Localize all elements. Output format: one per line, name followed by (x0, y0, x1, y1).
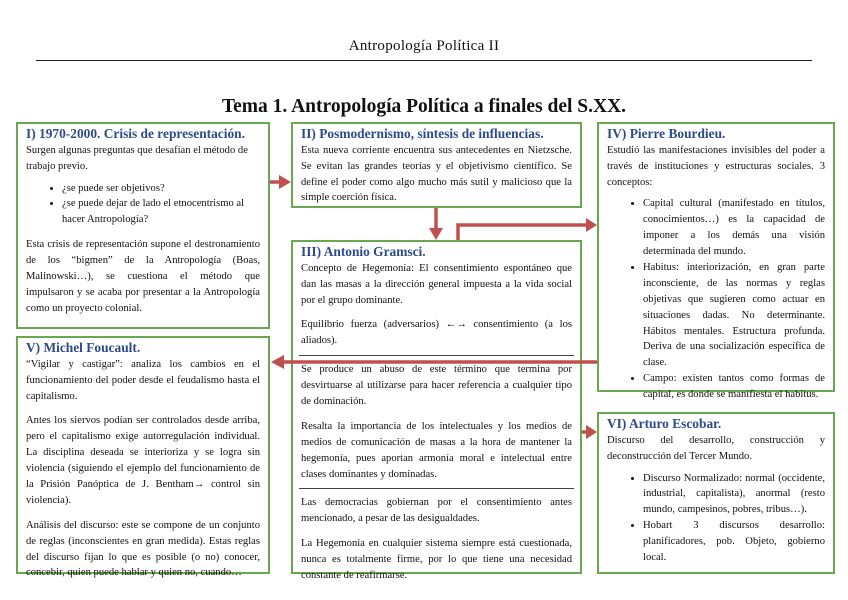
box-posmodernismo-heading: II) Posmodernismo, síntesis de influencias. (301, 126, 544, 141)
box-gramsci-p5: Las democracias gobiernan por el consentimiento antes mencionado, a pesar de las desigualdades. (301, 497, 572, 525)
box-escobar-bullets (607, 471, 825, 566)
arrow-box3-to-box4 (458, 225, 590, 240)
list-item: • Capital cultural (manifestado en títulos, conocimientos…) es la capacidad de imponer a los demás una visión determinada del mundo. (643, 196, 825, 260)
box-foucault-heading: V) Michel Foucault. (26, 340, 141, 355)
box-escobar-heading: VI) Arturo Escobar. (607, 416, 722, 431)
arrowhead (586, 218, 597, 232)
box-foucault-p1: “Vigilar y castigar”: analiza los cambios en el funcionamiento del poder desde el feudalismo hasta el capitalismo. (26, 358, 260, 402)
arrowhead (586, 425, 597, 439)
divider (299, 355, 574, 356)
box-gramsci-p1: Concepto de Hegemonía: El consentimiento espontáneo que dan las masas a la dirección general impuesta a la vida social por el grupo dominante. (301, 262, 572, 306)
box-crisis-heading: I) 1970-2000. Crisis de representación. (26, 126, 245, 141)
box-escobar-intro: Discurso del desarrollo, construcción y deconstrucción del Tercer Mundo. (607, 434, 825, 462)
box-gramsci (291, 240, 582, 581)
box-gramsci-p2: Equilibrio fuerza (adversarios) ←→ consentimiento (a los aliados). (301, 319, 572, 347)
box-foucault (16, 336, 270, 579)
document-header: Antropología Política II (348, 38, 500, 54)
box-crisis-body: Esta crisis de representación supone el destronamiento de los “bigmen” de la Antropología (Boas, Malinowski…), se cuestiona el método que impulsaron y se acaba por presentar a la Antropología como un proyecto colonial. (26, 239, 260, 314)
box-bourdieu-bullets (607, 196, 825, 403)
box-escobar (597, 412, 835, 574)
arrowhead (271, 355, 284, 369)
arrowhead (429, 228, 443, 240)
box-foucault-p3: Análisis del discurso: este se compone de un conjunto de reglas (inconscientes en gran medida). Estas reglas del discurso fijan lo que es posible (o no) conocer, concebir, quien puede hablar y quien no, cuando… (26, 519, 260, 579)
box-gramsci-p4: Resalta la importancia de los intelectuales y los medios de medios de comunicación de masas a la hora de mantener la hegemonía, pues aportan armonía moral e intelectual entre clases dominantes y dominadas. (301, 420, 572, 480)
box-posmodernismo-body: Esta nueva corriente encuentra sus antecedentes en Nietzsche. Se evitan las grandes teorías y el objetivismo científico. Se define el poder como algo mucho más sutil y malicioso que la simple coerción física. (301, 144, 572, 204)
arrowhead (279, 175, 291, 189)
box-gramsci-p3: Se produce un abuso de este término que termina por desvirtuarse al utilizarse para hacer referencia a cualquier tipo de dominación. (301, 364, 572, 407)
list-item: • Hobart 3 discursos desarrollo: planificadores, pob. Objeto, gobierno local. (643, 518, 825, 566)
box-gramsci-p6: La Hegemonía en cualquier sistema siempre está cuestionada, nunca es totalmente firme, por lo que tiene una necesidad constante de reafirmarse. (301, 538, 572, 581)
box-crisis-intro: Surgen algunas preguntas que desafían el método de trabajo previo. (26, 144, 248, 172)
list-item: • Habitus: interiorización, en gran parte inconsciente, de las normas y reglas objetivas que sugieren como actuar en situaciones dadas. No determinante. Hábitos mentales. Estructura profunda. Deriva de una socialización específica de clase. (643, 260, 825, 371)
box-posmodernismo (291, 122, 582, 208)
box-crisis-bullets (26, 181, 260, 229)
list-item: • Discurso Normalizado: normal (occidente, industrial, capitalista), anormal (resto mundo, campesinos, pobres, tribus…). (643, 471, 825, 519)
box-foucault-p2: Antes los siervos podían ser controlados desde arriba, pero el capitalismo exige autorregulación individual. La disciplina deseada se interioriza y se logra sin violencia (siguiendo el ejemplo del funcionamiento de la Prisión Panóptica de J. Bentham→ control sin violencia). (26, 415, 260, 506)
box-bourdieu-heading: IV) Pierre Bourdieu. (607, 126, 726, 141)
list-item: • ¿se puede ser objetivos? (62, 181, 260, 197)
box-bourdieu (597, 122, 835, 401)
divider (299, 488, 574, 489)
list-item: • ¿se puede dejar de lado el etnocentrismo al hacer Antropología? (62, 196, 260, 228)
box-bourdieu-intro: Estudió las manifestaciones invisibles del poder a través de instituciones y estructuras sociales. 3 conceptos: (607, 144, 825, 188)
box-gramsci-heading: III) Antonio Gramsci. (301, 244, 426, 259)
box-crisis-representacion (16, 122, 270, 329)
header-rule (36, 60, 812, 61)
page-title: Tema 1. Antropología Política a finales del S.XX. (221, 96, 627, 117)
list-item: • Campo: existen tantos como formas de capital, es donde se manifiesta el habitus. (643, 371, 825, 403)
